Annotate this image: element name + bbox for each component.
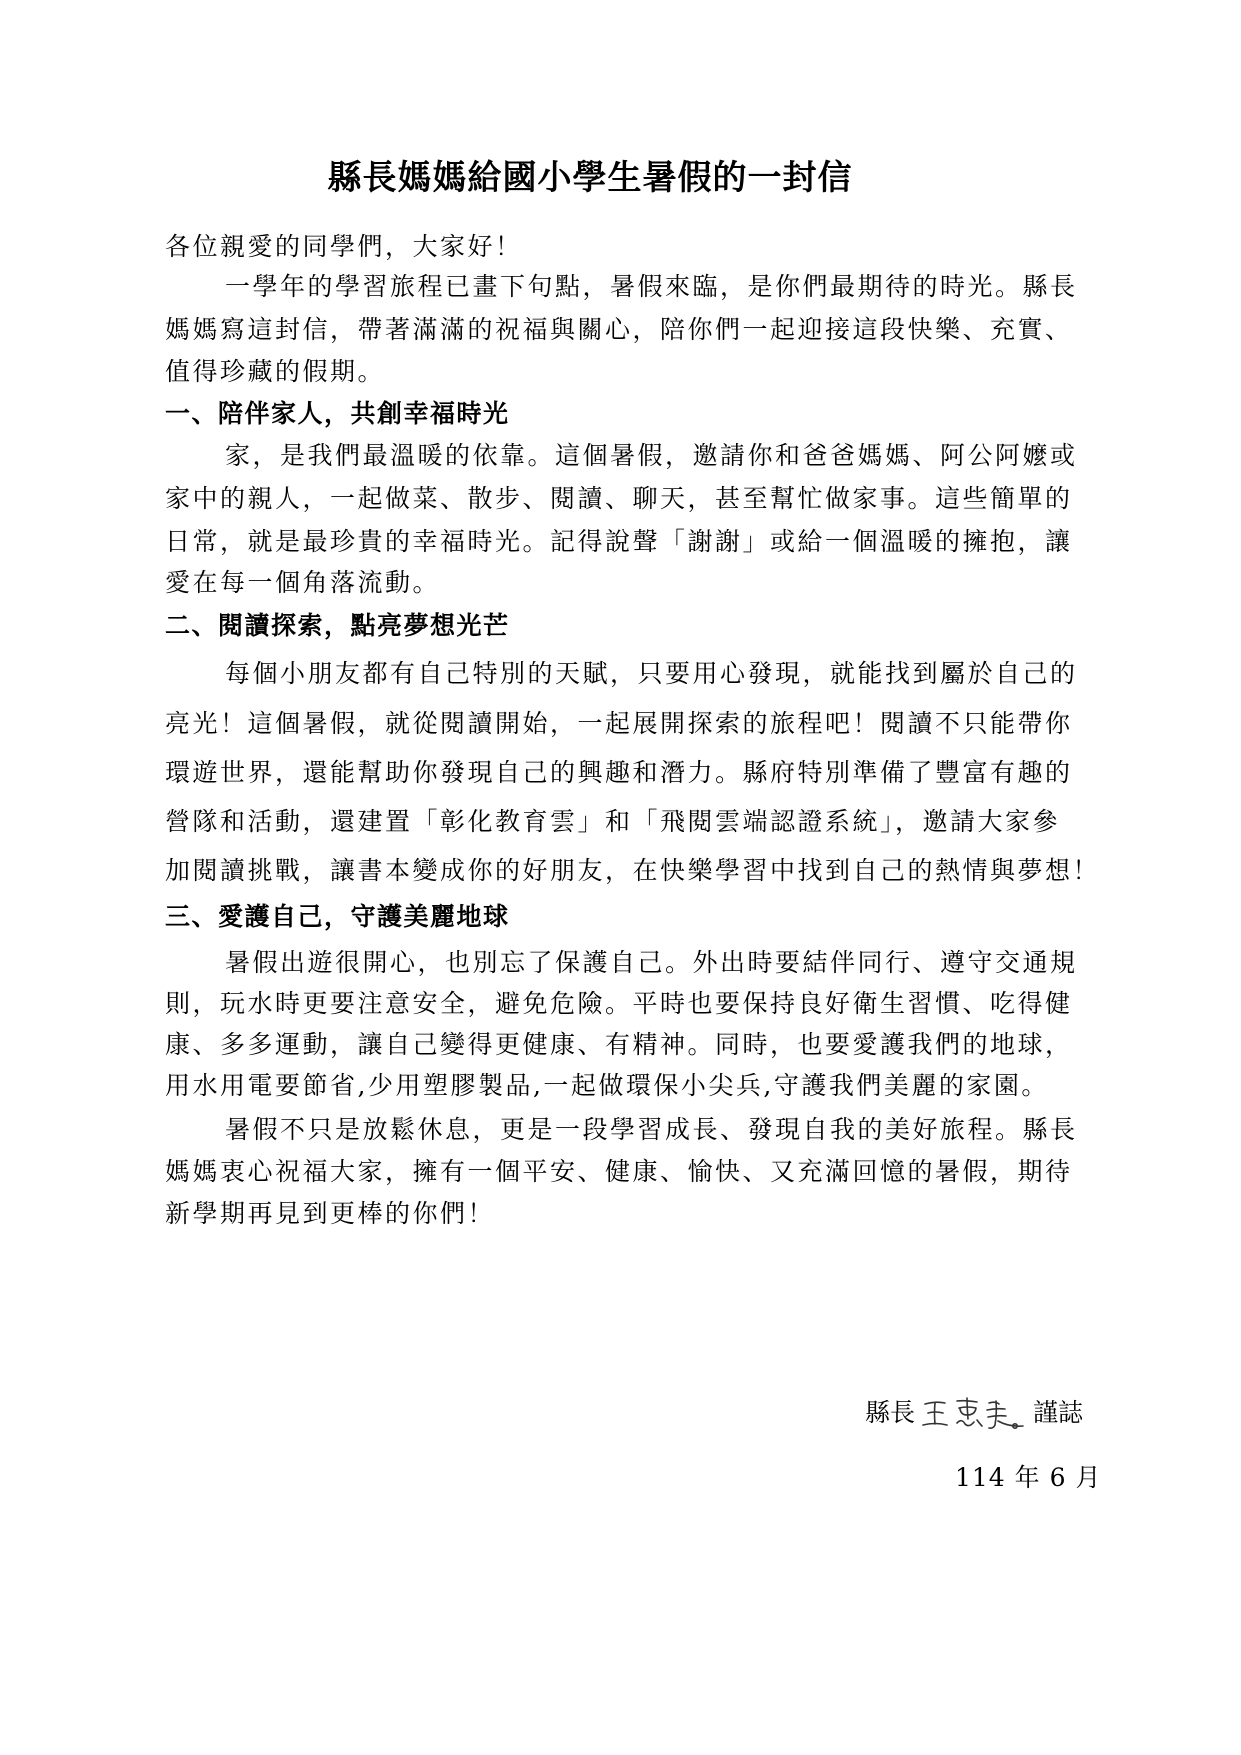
section3-line: 康、多多運動，讓自己變得更健康、有精神。同時，也要愛護我們的地球， bbox=[165, 1030, 1073, 1059]
section2-line: 每個小朋友都有自己特別的天賦，只要用心發現，就能找到屬於自己的 bbox=[225, 659, 1078, 688]
page-title: 縣長媽媽給國小學生暑假的一封信 bbox=[327, 158, 853, 198]
letter-page bbox=[165, 0, 1145, 1755]
section2-line: 加閱讀挑戰，讓書本變成你的好朋友，在快樂學習中找到自己的熱情與夢想！ bbox=[165, 856, 1101, 885]
section3-line: 用水用電要節省,少用塑膠製品,一起做環保小尖兵,守護我們美麗的家園。 bbox=[165, 1071, 1049, 1100]
section-heading-reading: 二、閱讀探索，點亮夢想光芒 bbox=[165, 611, 510, 640]
section3-line: 則，玩水時更要注意安全，避免危險。平時也要保持良好衛生習慣、吃得健 bbox=[165, 989, 1073, 1018]
signature-prefix: 縣長 bbox=[865, 1398, 916, 1427]
section3-line: 暑假出遊很開心，也別忘了保護自己。外出時要結伴同行、遵守交通規 bbox=[225, 948, 1078, 977]
handwritten-signature-icon bbox=[919, 1393, 1029, 1433]
section1-line: 日常，就是最珍貴的幸福時光。記得說聲「謝謝」或給一個溫暖的擁抱，讓 bbox=[165, 527, 1073, 556]
intro-line: 媽媽寫這封信，帶著滿滿的祝福與關心，陪你們一起迎接這段快樂、充實、 bbox=[165, 315, 1073, 344]
section1-line: 愛在每一個角落流動。 bbox=[165, 568, 441, 597]
section-heading-safety: 三、愛護自己，守護美麗地球 bbox=[165, 902, 510, 931]
section1-line: 家，是我們最溫暖的依靠。這個暑假，邀請你和爸爸媽媽、阿公阿嬤或 bbox=[225, 441, 1078, 470]
letter-date: 114 年 6 月 bbox=[955, 1463, 1102, 1492]
closing-line: 新學期再見到更棒的你們！ bbox=[165, 1199, 496, 1228]
greeting: 各位親愛的同學們，大家好！ bbox=[165, 232, 523, 261]
section2-line: 營隊和活動，還建置「彰化教育雲」和「飛閱雲端認證系統」，邀請大家參 bbox=[165, 807, 1061, 836]
section2-line: 亮光！這個暑假，就從閱讀開始，一起展開探索的旅程吧！閱讀不只能帶你 bbox=[165, 709, 1073, 738]
signature-suffix: 謹誌 bbox=[1033, 1398, 1084, 1427]
section-heading-family: 一、陪伴家人，共創幸福時光 bbox=[165, 399, 510, 428]
section2-line: 環遊世界，還能幫助你發現自己的興趣和潛力。縣府特別準備了豐富有趣的 bbox=[165, 758, 1073, 787]
closing-line: 暑假不只是放鬆休息，更是一段學習成長、發現自我的美好旅程。縣長 bbox=[225, 1115, 1078, 1144]
signature-block bbox=[865, 1393, 1083, 1433]
intro-line: 一學年的學習旅程已畫下句點，暑假來臨，是你們最期待的時光。縣長 bbox=[225, 272, 1078, 301]
closing-line: 媽媽衷心祝福大家，擁有一個平安、健康、愉快、又充滿回憶的暑假，期待 bbox=[165, 1157, 1073, 1186]
intro-line: 值得珍藏的假期。 bbox=[165, 357, 386, 386]
section1-line: 家中的親人，一起做菜、散步、閱讀、聊天，甚至幫忙做家事。這些簡單的 bbox=[165, 484, 1073, 513]
